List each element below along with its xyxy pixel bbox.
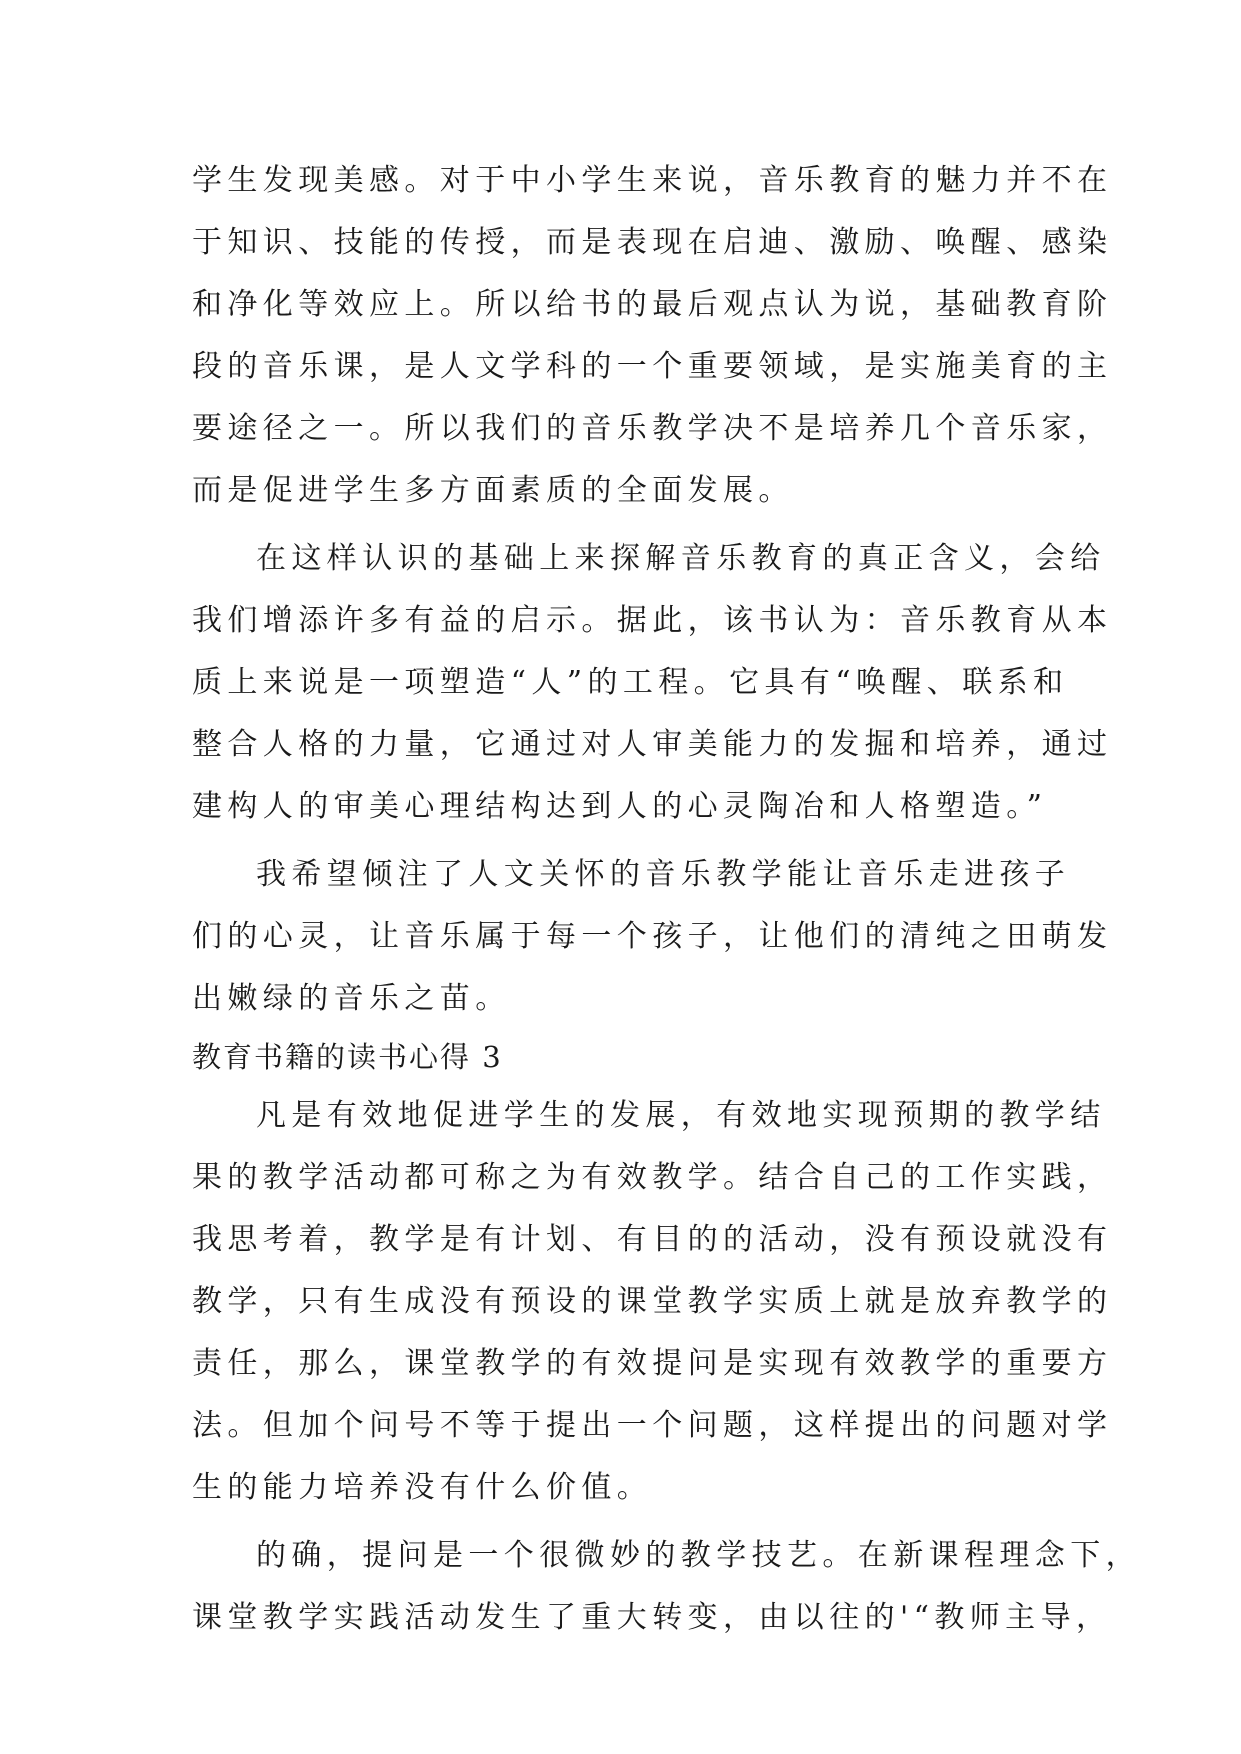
text-line: 法。但加个问号不等于提出一个问题，这样提出的问题对学: [192, 1408, 1113, 1443]
paragraph-3: [192, 844, 1113, 1030]
text-line: 而是促进学生多方面素质的全面发展。: [192, 473, 794, 508]
text-line: 教学，只有生成没有预设的课堂教学实质上就是放弃教学的: [192, 1284, 1113, 1319]
text-line: 出嫩绿的音乐之苗。: [192, 981, 511, 1016]
text-line: 们的心灵，让音乐属于每一个孩子，让他们的清纯之田萌发: [192, 919, 1113, 954]
text-line: 整合人格的力量，它通过对人审美能力的发掘和培养，通过: [192, 727, 1113, 762]
text-line: 和净化等效应上。所以给书的最后观点认为说，基础教育阶: [192, 287, 1113, 322]
text-line: 生的能力培养没有什么价值。: [192, 1470, 653, 1505]
text-line: 要途径之一。所以我们的音乐教学决不是培养几个音乐家，: [192, 411, 1113, 446]
section-heading: 教育书籍的读书心得 3: [192, 1040, 503, 1074]
text-line: 我思考着，教学是有计划、有目的的活动，没有预设就没有: [192, 1222, 1113, 1257]
text-line: 的确，提问是一个很微妙的教学技艺。在新课程理念下，: [256, 1538, 1141, 1573]
text-line: 我们增添许多有益的启示。据此，该书认为：音乐教育从本: [192, 603, 1113, 638]
paragraph-5: [192, 1525, 1141, 1649]
text-line: 课堂教学实践活动发生了重大转变，由以往的'“教师主导，: [192, 1600, 1112, 1635]
text-line: 建构人的审美心理结构达到人的心灵陶冶和人格塑造。”: [192, 789, 1048, 824]
text-line: 凡是有效地促进学生的发展，有效地实现预期的教学结: [256, 1098, 1106, 1133]
text-line: 段的音乐课，是人文学科的一个重要领域，是实施美育的主: [192, 349, 1113, 384]
text-line: 质上来说是一项塑造“人”的工程。它具有“唤醒、联系和: [192, 665, 1069, 700]
text-line: 于知识、技能的传授，而是表现在启迪、激励、唤醒、感染: [192, 225, 1113, 260]
paragraph-2: [192, 528, 1113, 838]
document-page: [192, 150, 1141, 1649]
text-line: 我希望倾注了人文关怀的音乐教学能让音乐走进孩子: [256, 857, 1071, 892]
paragraph-4: [192, 1085, 1113, 1519]
text-line: 在这样认识的基础上来探解音乐教育的真正含义，会给: [256, 541, 1106, 576]
text-line: 责任，那么，课堂教学的有效提问是实现有效教学的重要方: [192, 1346, 1113, 1381]
text-line: 学生发现美感。对于中小学生来说，音乐教育的魅力并不在: [192, 163, 1113, 198]
paragraph-1: [192, 150, 1113, 522]
text-line: 果的教学活动都可称之为有效教学。结合自己的工作实践，: [192, 1160, 1113, 1195]
